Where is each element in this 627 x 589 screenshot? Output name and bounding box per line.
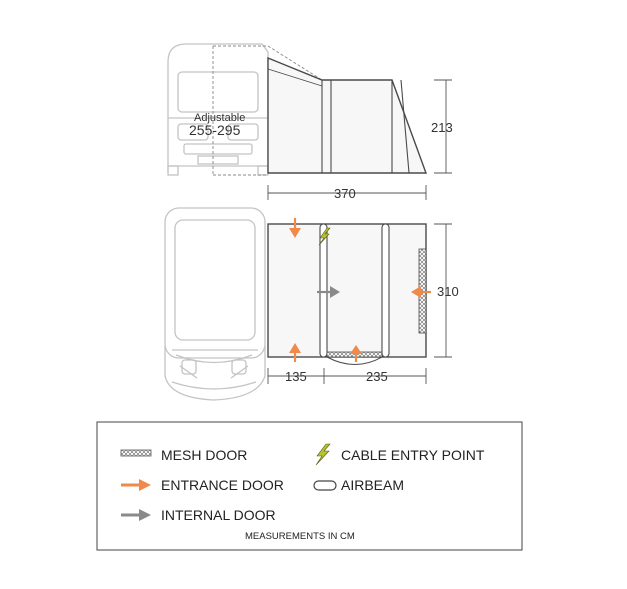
legend-mesh-door: MESH DOOR	[161, 447, 248, 463]
van-top-view	[165, 208, 265, 400]
length-label: 370	[334, 186, 356, 201]
legend-internal-door: INTERNAL DOOR	[161, 507, 276, 523]
airbeam-front	[320, 224, 327, 357]
front-section-label: 135	[285, 369, 307, 384]
rear-section-label: 235	[366, 369, 388, 384]
adjustable-label: Adjustable	[194, 112, 246, 124]
van-rear-view	[168, 44, 268, 175]
mesh-door-icon	[121, 450, 151, 456]
legend-box	[97, 422, 522, 550]
legend-airbeam: AIRBEAM	[341, 477, 405, 493]
airbeam-rear	[382, 224, 389, 357]
height-label: 213	[431, 120, 453, 135]
legend-cable-entry-point: CABLE ENTRY POINT	[341, 447, 485, 463]
awning-side-view	[268, 58, 426, 173]
measurements-note: MEASUREMENTS IN CM	[245, 531, 355, 542]
depth-label: 310	[437, 284, 459, 299]
airbeam-legend-icon	[314, 481, 336, 490]
adjustable-range: 255-295	[189, 122, 241, 138]
awning-plan-view	[268, 224, 426, 365]
legend-entrance-door: ENTRANCE DOOR	[161, 477, 284, 493]
